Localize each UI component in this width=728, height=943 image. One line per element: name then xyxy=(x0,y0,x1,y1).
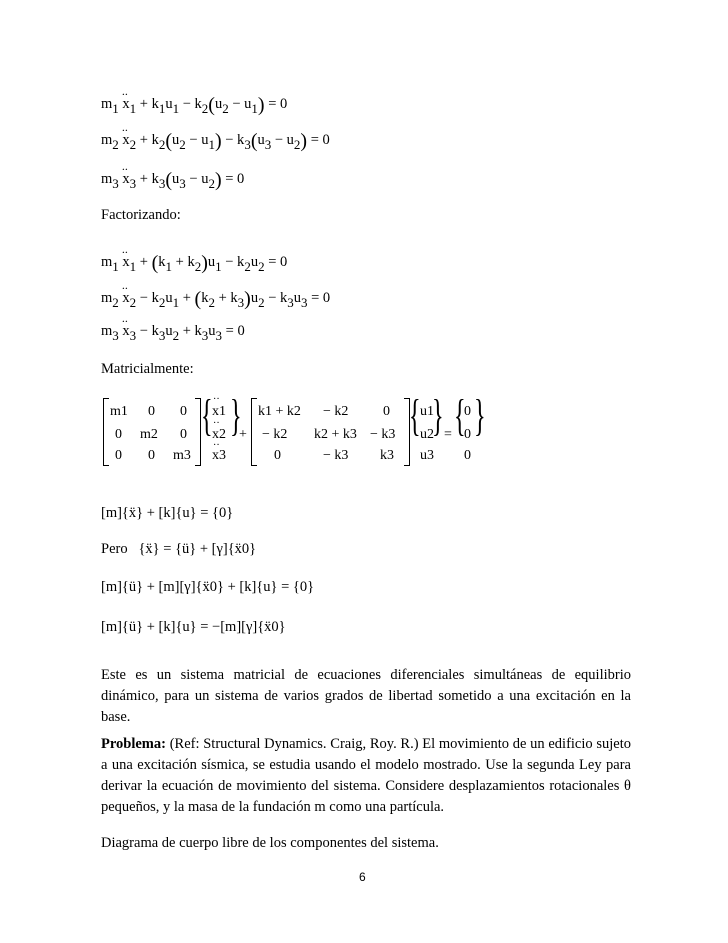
equals-sign: = xyxy=(444,427,452,442)
dots-icon: ·· xyxy=(213,418,220,429)
xdd-left-brace: { xyxy=(201,391,213,440)
u-2: u2 xyxy=(420,427,434,442)
compact-equation-2: Pero {ẍ} = {ü} + [γ]{ẍ0} xyxy=(101,541,257,557)
k21: − k2 xyxy=(262,427,288,442)
stiffness-left-bracket xyxy=(251,398,257,466)
mass-m23: 0 xyxy=(180,427,187,442)
description-paragraph: Este es un sistema matricial de ecuaciones diferenciales simultáneas de equilibrio dinámico, para un sistema de varios grados de libertad sometido a una excitación en la base. xyxy=(101,667,631,725)
equation-2: $m_2 \cdot\cdot x_2 + k_2(u_2 - u_1) - k_3(u_3 - u_2) = 0$ xyxy=(101,131,330,151)
zero-3: 0 xyxy=(464,448,471,463)
problem-label: Problema: xyxy=(101,736,166,752)
problem-text: (Ref: Structural Dynamics. Craig, Roy. R.) El movimiento de un edificio sujeto a una excitación sísmica, se estudia usando el modelo mostrado. Use la segunda Ley para derivar la ecuación de movimiento del sistema. Considere desplazamientos rotacionales θ pequeños, y la masa de la fundación m como una partícula. xyxy=(101,736,631,815)
compact-equation-4: [m]{ü} + [k]{u} = −[m][γ]{ẍ0} xyxy=(101,619,286,635)
equation-3: $m_3 \cdot\cdot x_3 + k_3(u_3 - u_2) = 0$ xyxy=(101,170,244,190)
factorizando-heading: Factorizando: xyxy=(101,207,181,223)
dots-icon: ·· xyxy=(213,394,220,405)
mass-m12: 0 xyxy=(148,404,155,419)
equation-1: $m_1 \cdot\cdot x_1 + k_1u_1 - k_2(u_2 - u_1) = 0$ xyxy=(101,95,287,115)
zero-2: 0 xyxy=(464,427,471,442)
mass-matrix-left-bracket xyxy=(103,398,109,466)
xdd-3: x3 xyxy=(212,448,226,463)
k11: k1 + k2 xyxy=(258,404,301,419)
compact-equation-3: [m]{ü} + [m][γ]{ẍ0} + [k]{u} = {0} xyxy=(101,579,315,595)
factored-equation-3: $m_3 \cdot\cdot x_3 - k_3u_2 + k_3u_3 = 0$ xyxy=(101,324,245,342)
compact-equation-1: [m]{ẍ} + [k]{u} = {0} xyxy=(101,505,234,521)
problem-paragraph xyxy=(101,734,631,818)
mass-m22: m2 xyxy=(140,427,158,442)
xdd-1: x1 xyxy=(212,404,226,419)
k32: − k3 xyxy=(323,448,349,463)
plus-sign: + xyxy=(239,427,247,442)
mass-m13: 0 xyxy=(180,404,187,419)
u-right-brace: } xyxy=(432,391,444,440)
mass-m32: 0 xyxy=(148,448,155,463)
mass-m33: m3 xyxy=(173,448,191,463)
u-left-brace: { xyxy=(409,391,421,440)
mass-m11: m1 xyxy=(110,404,128,419)
xdd-2: x2 xyxy=(212,427,226,442)
mass-m21: 0 xyxy=(115,427,122,442)
xdd-right-brace: } xyxy=(230,391,242,440)
k31: 0 xyxy=(274,448,281,463)
zero-left-brace: { xyxy=(454,391,466,440)
zero-right-brace: } xyxy=(474,391,486,440)
factored-equation-2: $m_2 \cdot\cdot x_2 - k_2u_1 + (k_2 + k_3)u_2 - k_3u_3 = 0$ xyxy=(101,289,330,309)
u-3: u3 xyxy=(420,448,434,463)
dots-icon: ·· xyxy=(213,440,220,451)
k33: k3 xyxy=(380,448,394,463)
page-number: 6 xyxy=(359,870,366,884)
zero-1: 0 xyxy=(464,404,471,419)
matricialmente-heading: Matricialmente: xyxy=(101,361,194,377)
k23: − k3 xyxy=(370,427,396,442)
mass-m31: 0 xyxy=(115,448,122,463)
factored-equation-1: $m_1 \cdot\cdot x_1 + (k_1 + k_2)u_1 - k_2u_2 = 0$ xyxy=(101,253,287,273)
diagram-caption: Diagrama de cuerpo libre de los componentes del sistema. xyxy=(101,835,439,851)
k22: k2 + k3 xyxy=(314,427,357,442)
k12: − k2 xyxy=(323,404,349,419)
k13: 0 xyxy=(383,404,390,419)
u-1: u1 xyxy=(420,404,434,419)
